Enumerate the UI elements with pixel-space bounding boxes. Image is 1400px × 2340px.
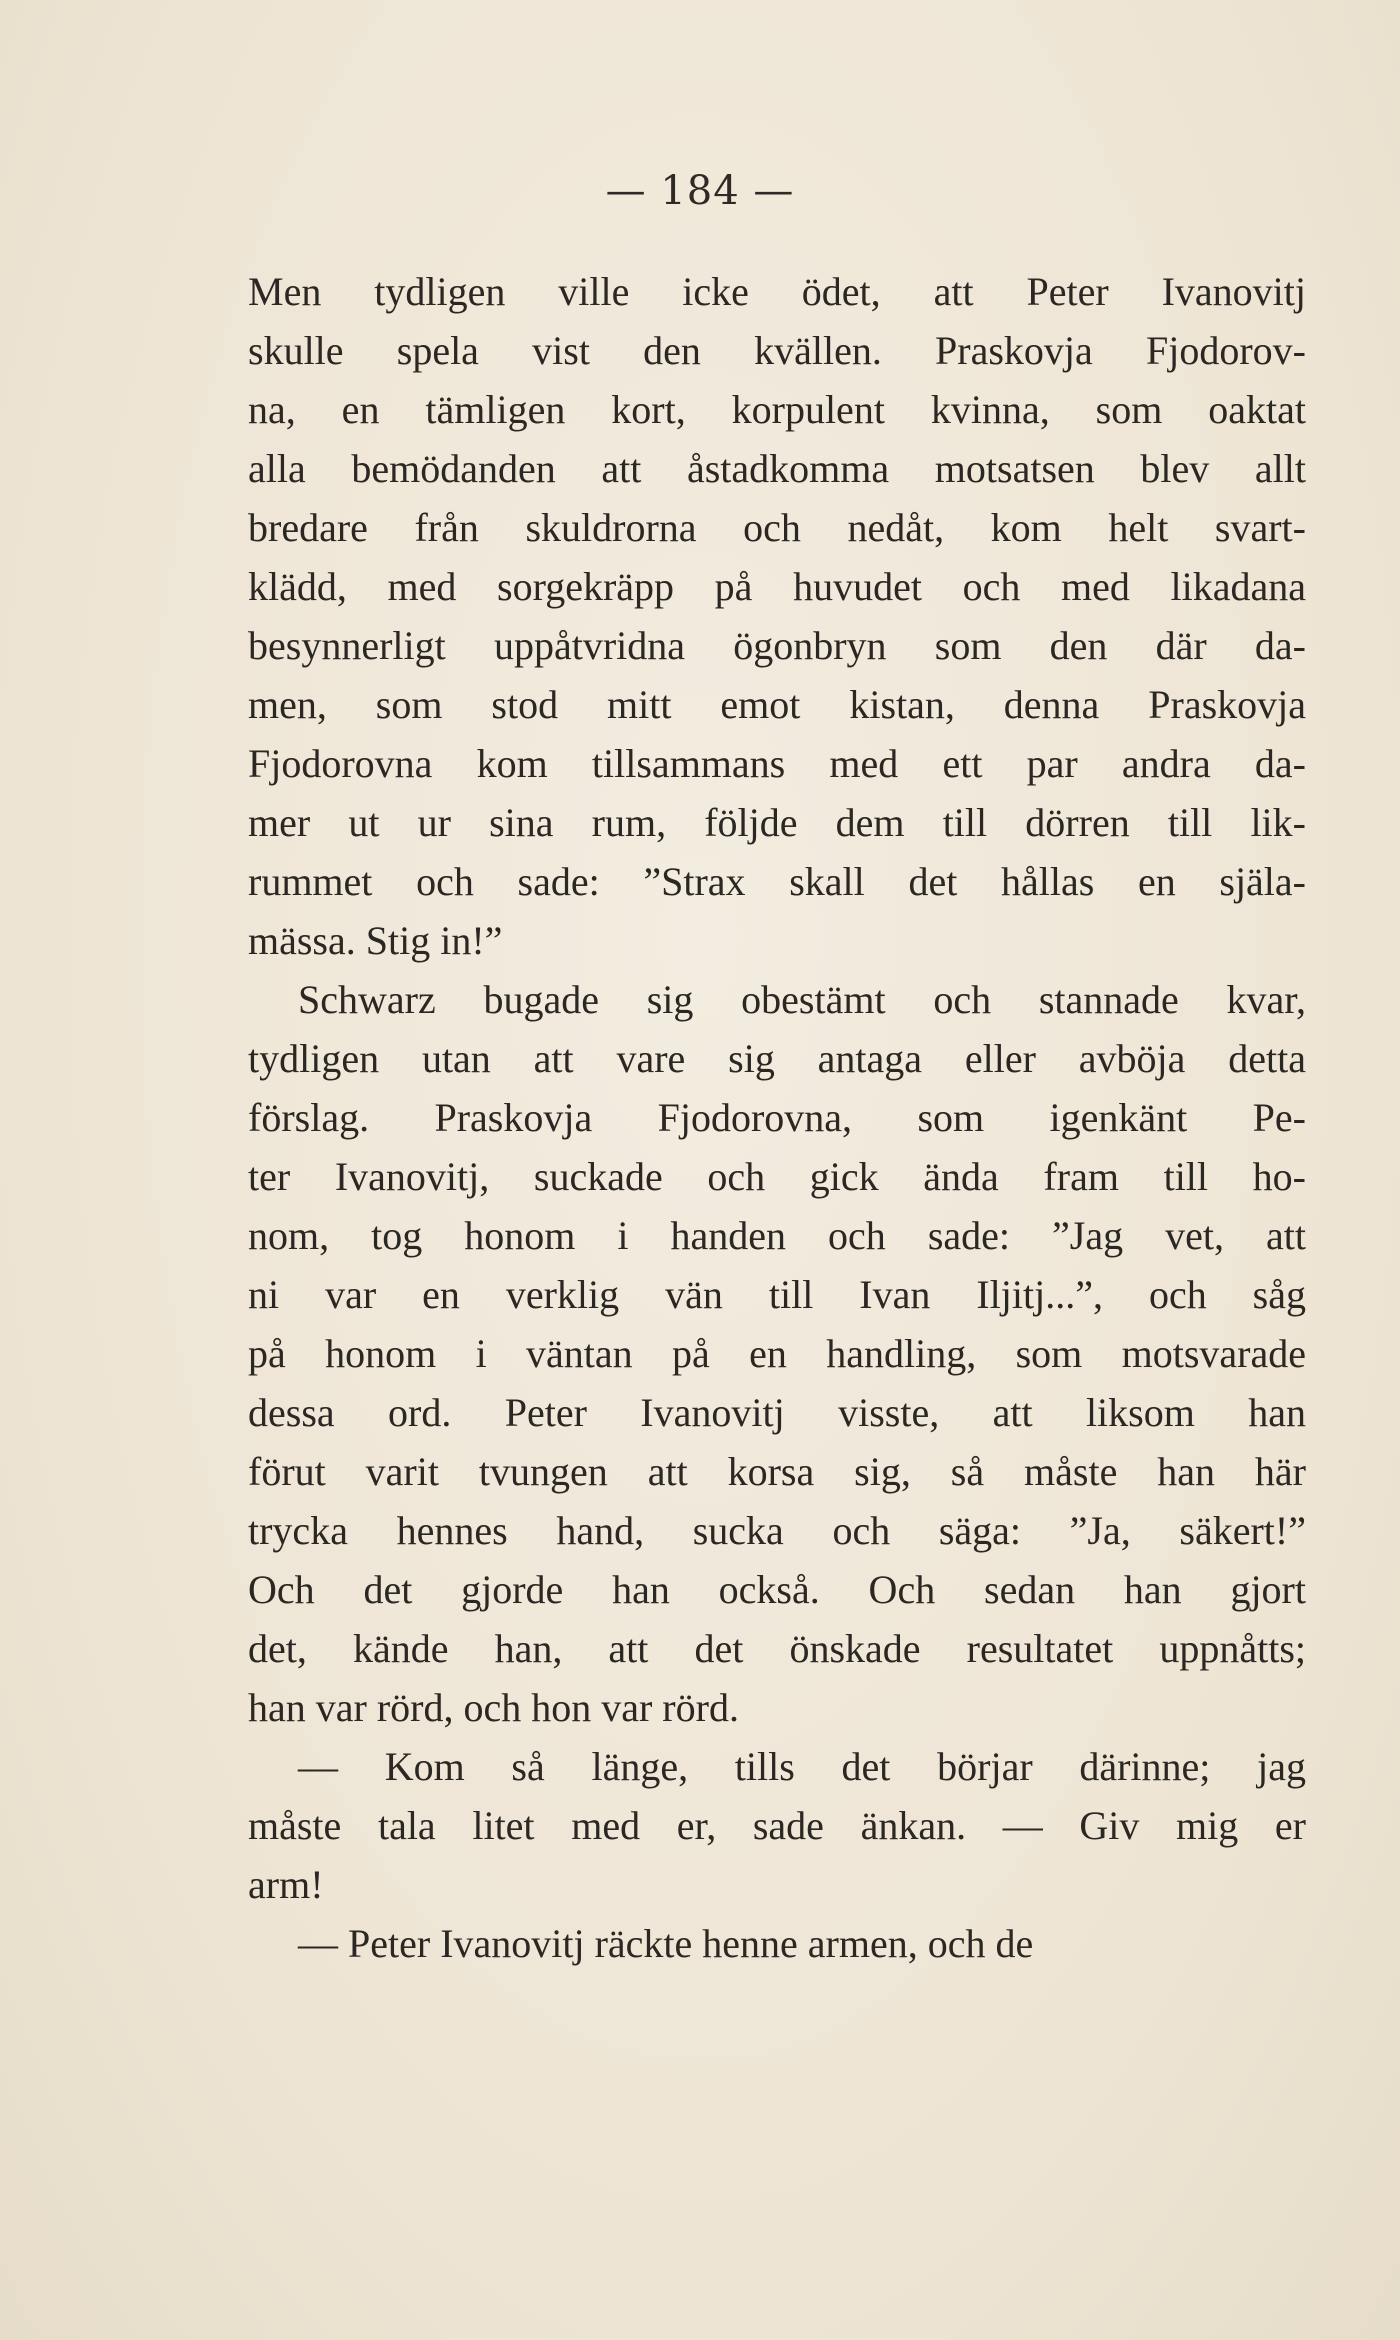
text-line: nom, tog honom i handen och sade: ”Jag vet, att xyxy=(248,1213,1306,1258)
text-line: förut varit tvungen att korsa sig, så måste han här xyxy=(248,1449,1306,1494)
text-line: klädd, med sorgekräpp på huvudet och med likadana xyxy=(248,564,1306,609)
text-line: bredare från skuldrorna och nedåt, kom helt svart- xyxy=(248,505,1306,550)
text-line: besynnerligt uppåtvridna ögonbryn som den där da- xyxy=(248,623,1306,668)
text-line: på honom i väntan på en handling, som motsvarade xyxy=(248,1331,1306,1376)
text-line: skulle spela vist den kvällen. Praskovja Fjodorov- xyxy=(248,328,1306,373)
text-line: ter Ivanovitj, suckade och gick ända fram till ho- xyxy=(248,1154,1306,1199)
text-line: ni var en verklig vän till Ivan Iljitj...”, och såg xyxy=(248,1272,1306,1317)
text-line: måste tala litet med er, sade änkan. — Giv mig er xyxy=(248,1803,1306,1848)
text-line: rummet och sade: ”Strax skall det hållas en själa- xyxy=(248,859,1306,904)
page-number: — 184 — xyxy=(605,168,795,214)
text-line: — Kom så länge, tills det börjar därinne; jag xyxy=(298,1744,1306,1789)
text-line: arm! xyxy=(248,1862,324,1907)
body-text xyxy=(248,262,1306,1973)
text-line: trycka hennes hand, sucka och säga: ”Ja, säkert!” xyxy=(248,1508,1306,1553)
text-line: Och det gjorde han också. Och sedan han gjort xyxy=(248,1567,1306,1612)
text-line: Men tydligen ville icke ödet, att Peter Ivanovitj xyxy=(248,269,1306,314)
text-line: det, kände han, att det önskade resultatet uppnåtts; xyxy=(248,1626,1306,1671)
text-line: Fjodorovna kom tillsammans med ett par andra da- xyxy=(248,741,1306,786)
text-line: alla bemödanden att åstadkomma motsatsen blev allt xyxy=(248,446,1306,491)
text-line: tydligen utan att vare sig antaga eller avböja detta xyxy=(248,1036,1306,1081)
text-line: förslag. Praskovja Fjodorovna, som igenkänt Pe- xyxy=(248,1095,1306,1140)
text-line: han var rörd, och hon var rörd. xyxy=(248,1685,739,1730)
text-line: men, som stod mitt emot kistan, denna Praskovja xyxy=(248,682,1306,727)
text-line: — Peter Ivanovitj räckte henne armen, och de xyxy=(298,1921,1034,1966)
text-line: mässa. Stig in!” xyxy=(248,918,503,963)
text-line: mer ut ur sina rum, följde dem till dörren till lik- xyxy=(248,800,1306,845)
text-line: na, en tämligen kort, korpulent kvinna, som oaktat xyxy=(248,387,1306,432)
text-line: dessa ord. Peter Ivanovitj visste, att liksom han xyxy=(248,1390,1306,1435)
text-line: Schwarz bugade sig obestämt och stannade kvar, xyxy=(298,977,1306,1022)
